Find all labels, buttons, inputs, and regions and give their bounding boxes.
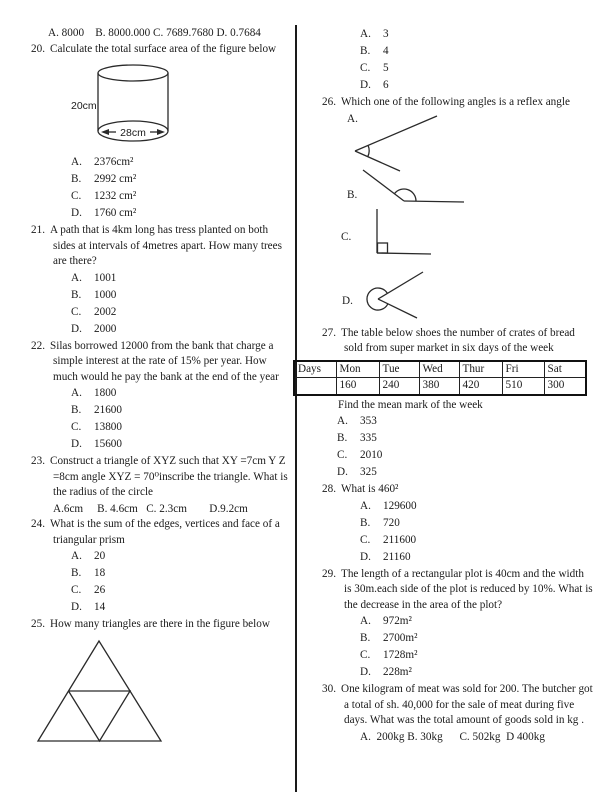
header-sat: Sat [544,361,586,378]
question-27-options [322,414,594,481]
header-thur: Thur [459,361,502,378]
question-20-text [31,42,293,58]
question-25-options [322,27,594,94]
question-20-options [31,155,293,222]
value-days [294,378,336,395]
question-26 [322,95,594,326]
question-24-options [31,549,293,616]
question-text: Calculate the total surface area of the figure below [49,42,277,55]
option-a: A. 1800 [71,387,117,399]
crates-sold-table [293,360,587,396]
header-days: Days [294,361,336,378]
header-fri: Fri [502,361,544,378]
option-c: C. 1232 cm² [71,190,137,202]
option-a: A. 353 [337,415,377,427]
question-number: 25. [31,618,45,630]
value-mon: 160 [336,378,379,395]
question-29-options [322,614,594,681]
obtuse-angle-figure [358,168,470,208]
option-c: C. 2002 [71,305,117,318]
option-a: A. 2376cm² [71,156,134,168]
subdivided-triangle-figure [36,639,171,743]
option-c: C. 2010 [337,449,383,461]
question-number: 28. [322,483,336,495]
option-d: D. 21160 [360,550,411,563]
question-number: 23. [31,455,45,467]
table-value-row [294,378,586,395]
right-angle-figure [353,207,435,259]
angle-figures [322,112,594,326]
right-column [298,0,594,745]
question-text: Silas borrowed 12000 from the bank that charge a simple interest at the rate of 15% per year. How much would he pay the bank at the end of the year [49,339,279,383]
question-21 [31,223,293,337]
option-a: A. 20 [71,550,106,562]
angle-a-label: A. [347,112,358,125]
question-28 [322,482,594,565]
value-thur: 420 [459,378,502,395]
header-mon: Mon [336,361,379,378]
value-tue: 240 [379,378,419,395]
option-c: C. 26 [71,584,106,596]
option-a: A. 129600 [360,499,417,512]
option-b: B. 21600 [71,404,122,416]
question-text: The table below shoes the number of crates of bread sold from super market in six days of the week [340,326,575,354]
question-29 [322,567,594,681]
value-wed: 380 [419,378,459,395]
question-20 [31,42,293,222]
question-text: A path that is 4km long has tress planted on both sides at intervals of 4metres apart. How many trees are there? [49,224,282,267]
question-text: How many triangles are there in the figure below [49,618,270,630]
cylinder-figure [71,63,221,149]
cylinder-height-label: 20cm [71,100,97,112]
acute-angle-figure [353,114,443,176]
question-22-options [31,386,293,453]
question-25 [31,617,293,743]
option-b: B. 720 [360,516,400,529]
question-number: 27. [322,326,336,339]
question-text: The length of a rectangular plot is 40cm and the width is 30m.each side of the plot is reduced by 10%. What is the decrease in the area of the plot? [340,567,593,611]
option-d: D. 325 [337,466,377,478]
reflex-angle-figure [353,268,431,324]
question-24 [31,517,293,616]
question-number: 29. [322,567,336,580]
option-a: A. 1001 [71,271,117,284]
option-b: B. 4 [360,45,389,57]
option-b: B. 2992 cm² [71,173,137,185]
question-text: Which one of the following angles is a reflex angle [340,96,570,108]
header-wed: Wed [419,361,459,378]
angle-b-label: B. [347,188,358,201]
value-sat: 300 [544,378,586,395]
option-d: D. 14 [71,601,106,613]
angle-d-label: D. [342,294,353,307]
question-23 [31,454,293,517]
question-text: Construct a triangle of XYZ such that XY =7cm Y Z =8cm angle XYZ = 70⁰inscribe the triangle. What is the radius of the circle [49,455,288,498]
angle-c-label: C. [341,230,352,243]
question-text: One kilogram of meat was sold for 200. The butcher got a total of sh. 40,000 for the sale of meat during five days. What was the total amount of goods sold in kg . [340,683,593,726]
option-b: B. 18 [71,567,106,579]
question-23-options-line: A.6cm B. 4.6cm C. 2.3cm D.9.2cm [53,502,248,515]
question-number: 20. [31,42,45,55]
right-arrow-icon [157,129,165,135]
option-c: C. 1728m² [360,649,418,661]
option-c: C. 5 [360,62,389,74]
option-d: D. 15600 [71,438,122,450]
question-27-subtext: Find the mean mark of the week [338,398,483,411]
column-divider-rule [295,25,297,792]
question-30 [322,682,594,745]
left-column [31,0,293,743]
question-number: 22. [31,339,45,352]
cylinder-diameter-label: 28cm [120,127,146,139]
header-tue: Tue [379,361,419,378]
table-header-row [294,361,586,378]
question-number: 30. [322,683,336,695]
option-b: B. 1000 [71,288,117,301]
option-d: D. 2000 [71,322,117,335]
option-a: A. 972m² [360,615,412,627]
question-21-options [31,271,293,338]
option-b: B. 335 [337,432,377,444]
option-c: C. 13800 [71,421,122,433]
question-19-options-line: A. 8000 B. 8000.000 C. 7689.7680 D. 0.7684 [48,27,261,39]
option-c: C. 211600 [360,533,417,546]
question-number: 26. [322,96,336,108]
option-d: D. 6 [360,79,389,91]
option-a: A. 3 [360,28,389,40]
option-b: B. 2700m² [360,632,418,644]
question-22 [31,339,293,453]
question-text: What is the sum of the edges, vertices and face of a triangular prism [49,518,280,546]
question-number: 24. [31,518,45,530]
question-27 [298,326,594,481]
option-d: D. 1760 cm² [71,207,137,219]
question-text: What is 460² [340,483,399,495]
question-30-options-line: A. 200kg B. 30kg C. 502kg D 400kg [360,730,545,743]
question-28-options [322,499,594,566]
question-number: 21. [31,224,45,236]
value-fri: 510 [502,378,544,395]
option-d: D. 228m² [360,666,412,678]
